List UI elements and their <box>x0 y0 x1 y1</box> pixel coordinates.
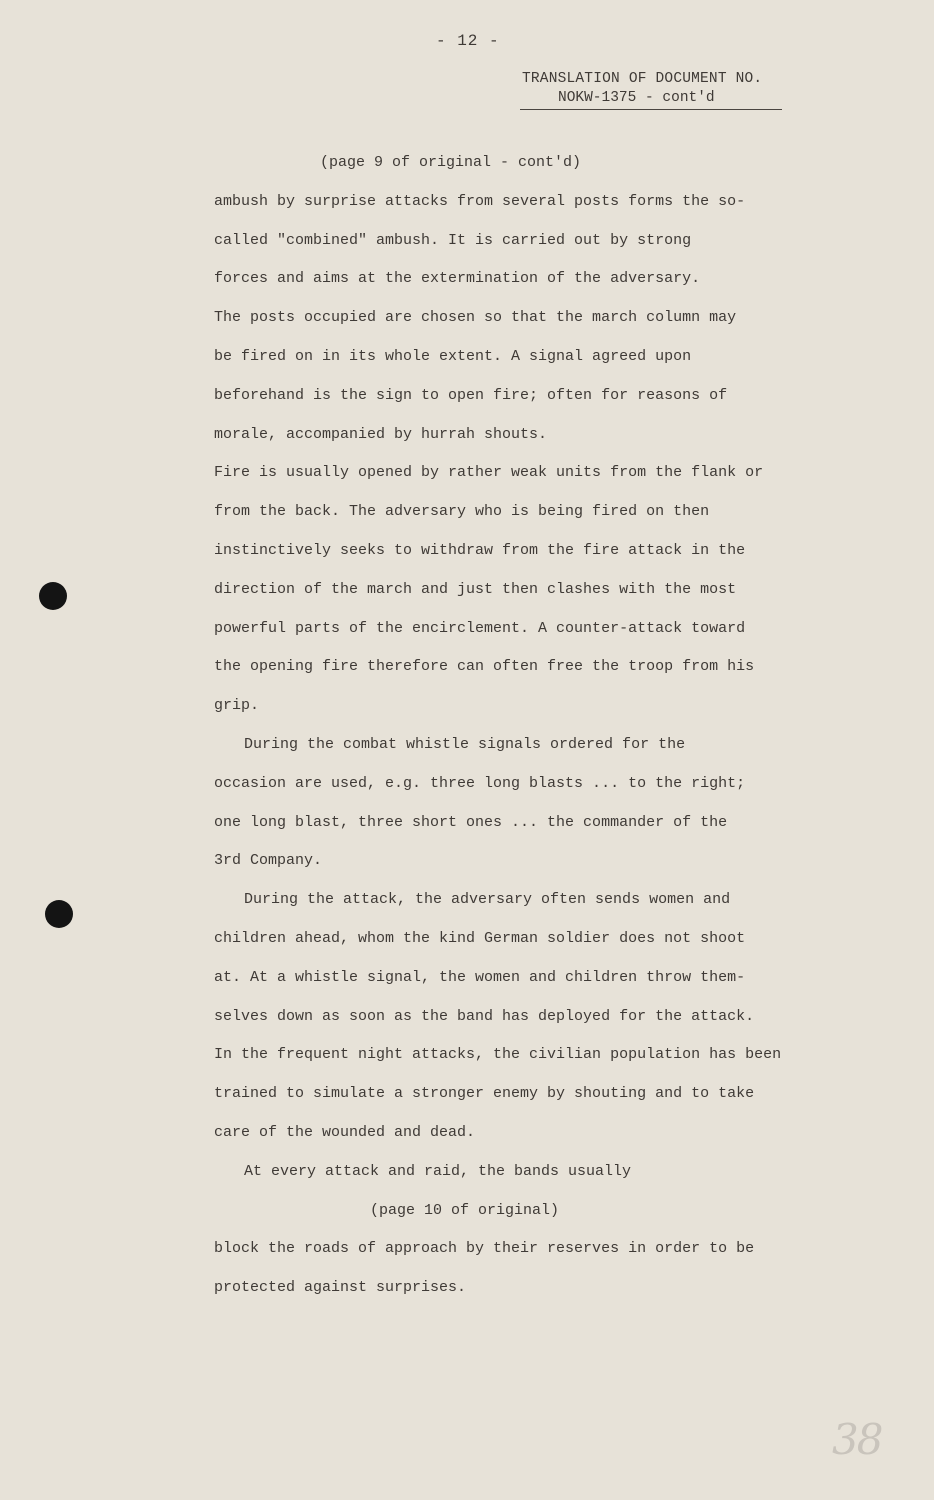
text-line: ambush by surprise attacks from several posts forms the so- <box>214 192 746 210</box>
body-text <box>214 144 834 1308</box>
text-line: selves down as soon as the band has deployed for the attack. <box>214 1007 755 1025</box>
page-number: - 12 - <box>436 32 500 50</box>
header-line-2: NOKW-1375 - cont'd <box>520 89 782 110</box>
text-line: During the attack, the adversary often sends women and <box>244 891 731 909</box>
text-line: direction of the march and just then clashes with the most <box>214 580 737 598</box>
text-line: children ahead, whom the kind German soldier does not shoot <box>214 929 746 947</box>
text-line: In the frequent night attacks, the civilian population has been <box>214 1046 782 1064</box>
text-line: At every attack and raid, the bands usually <box>244 1162 632 1180</box>
text-line: Fire is usually opened by rather weak units from the flank or <box>214 464 764 482</box>
text-line: instinctively seeks to withdraw from the fire attack in the <box>214 541 746 559</box>
text-line: the opening fire therefore can often free the troop from his <box>214 658 755 676</box>
text-line: The posts occupied are chosen so that the march column may <box>214 309 737 327</box>
text-line: beforehand is the sign to open fire; often for reasons of <box>214 386 728 404</box>
text-line: one long blast, three short ones ... the commander of the <box>214 813 728 831</box>
text-line: protected against surprises. <box>214 1279 467 1297</box>
text-line: block the roads of approach by their reserves in order to be <box>214 1240 755 1258</box>
header-line-1: TRANSLATION OF DOCUMENT NO. <box>522 71 763 87</box>
text-line: During the combat whistle signals ordered for the <box>244 735 686 753</box>
text-line: occasion are used, e.g. three long blasts ... to the right; <box>214 774 746 792</box>
text-line: called "combined" ambush. It is carried out by strong <box>214 231 692 249</box>
original-page-marker: (page 9 of original - cont'd) <box>320 154 582 171</box>
text-line: 3rd Company. <box>214 852 323 870</box>
text-line: be fired on in its whole extent. A signal agreed upon <box>214 347 692 365</box>
folio-number: 38 <box>832 1415 882 1464</box>
text-line: care of the wounded and dead. <box>214 1123 476 1141</box>
translation-header <box>520 70 782 110</box>
text-line: from the back. The adversary who is being fired on then <box>214 503 710 521</box>
text-line: trained to simulate a stronger enemy by shouting and to take <box>214 1085 755 1103</box>
text-line: at. At a whistle signal, the women and children throw them- <box>214 968 746 986</box>
text-line: powerful parts of the encirclement. A counter-attack toward <box>214 619 746 637</box>
punch-hole <box>45 900 73 928</box>
text-line: grip. <box>214 697 260 715</box>
text-line: morale, accompanied by hurrah shouts. <box>214 425 548 443</box>
text-line: forces and aims at the extermination of the adversary. <box>214 270 701 288</box>
original-page-marker: (page 10 of original) <box>370 1201 560 1219</box>
punch-hole <box>39 582 67 610</box>
